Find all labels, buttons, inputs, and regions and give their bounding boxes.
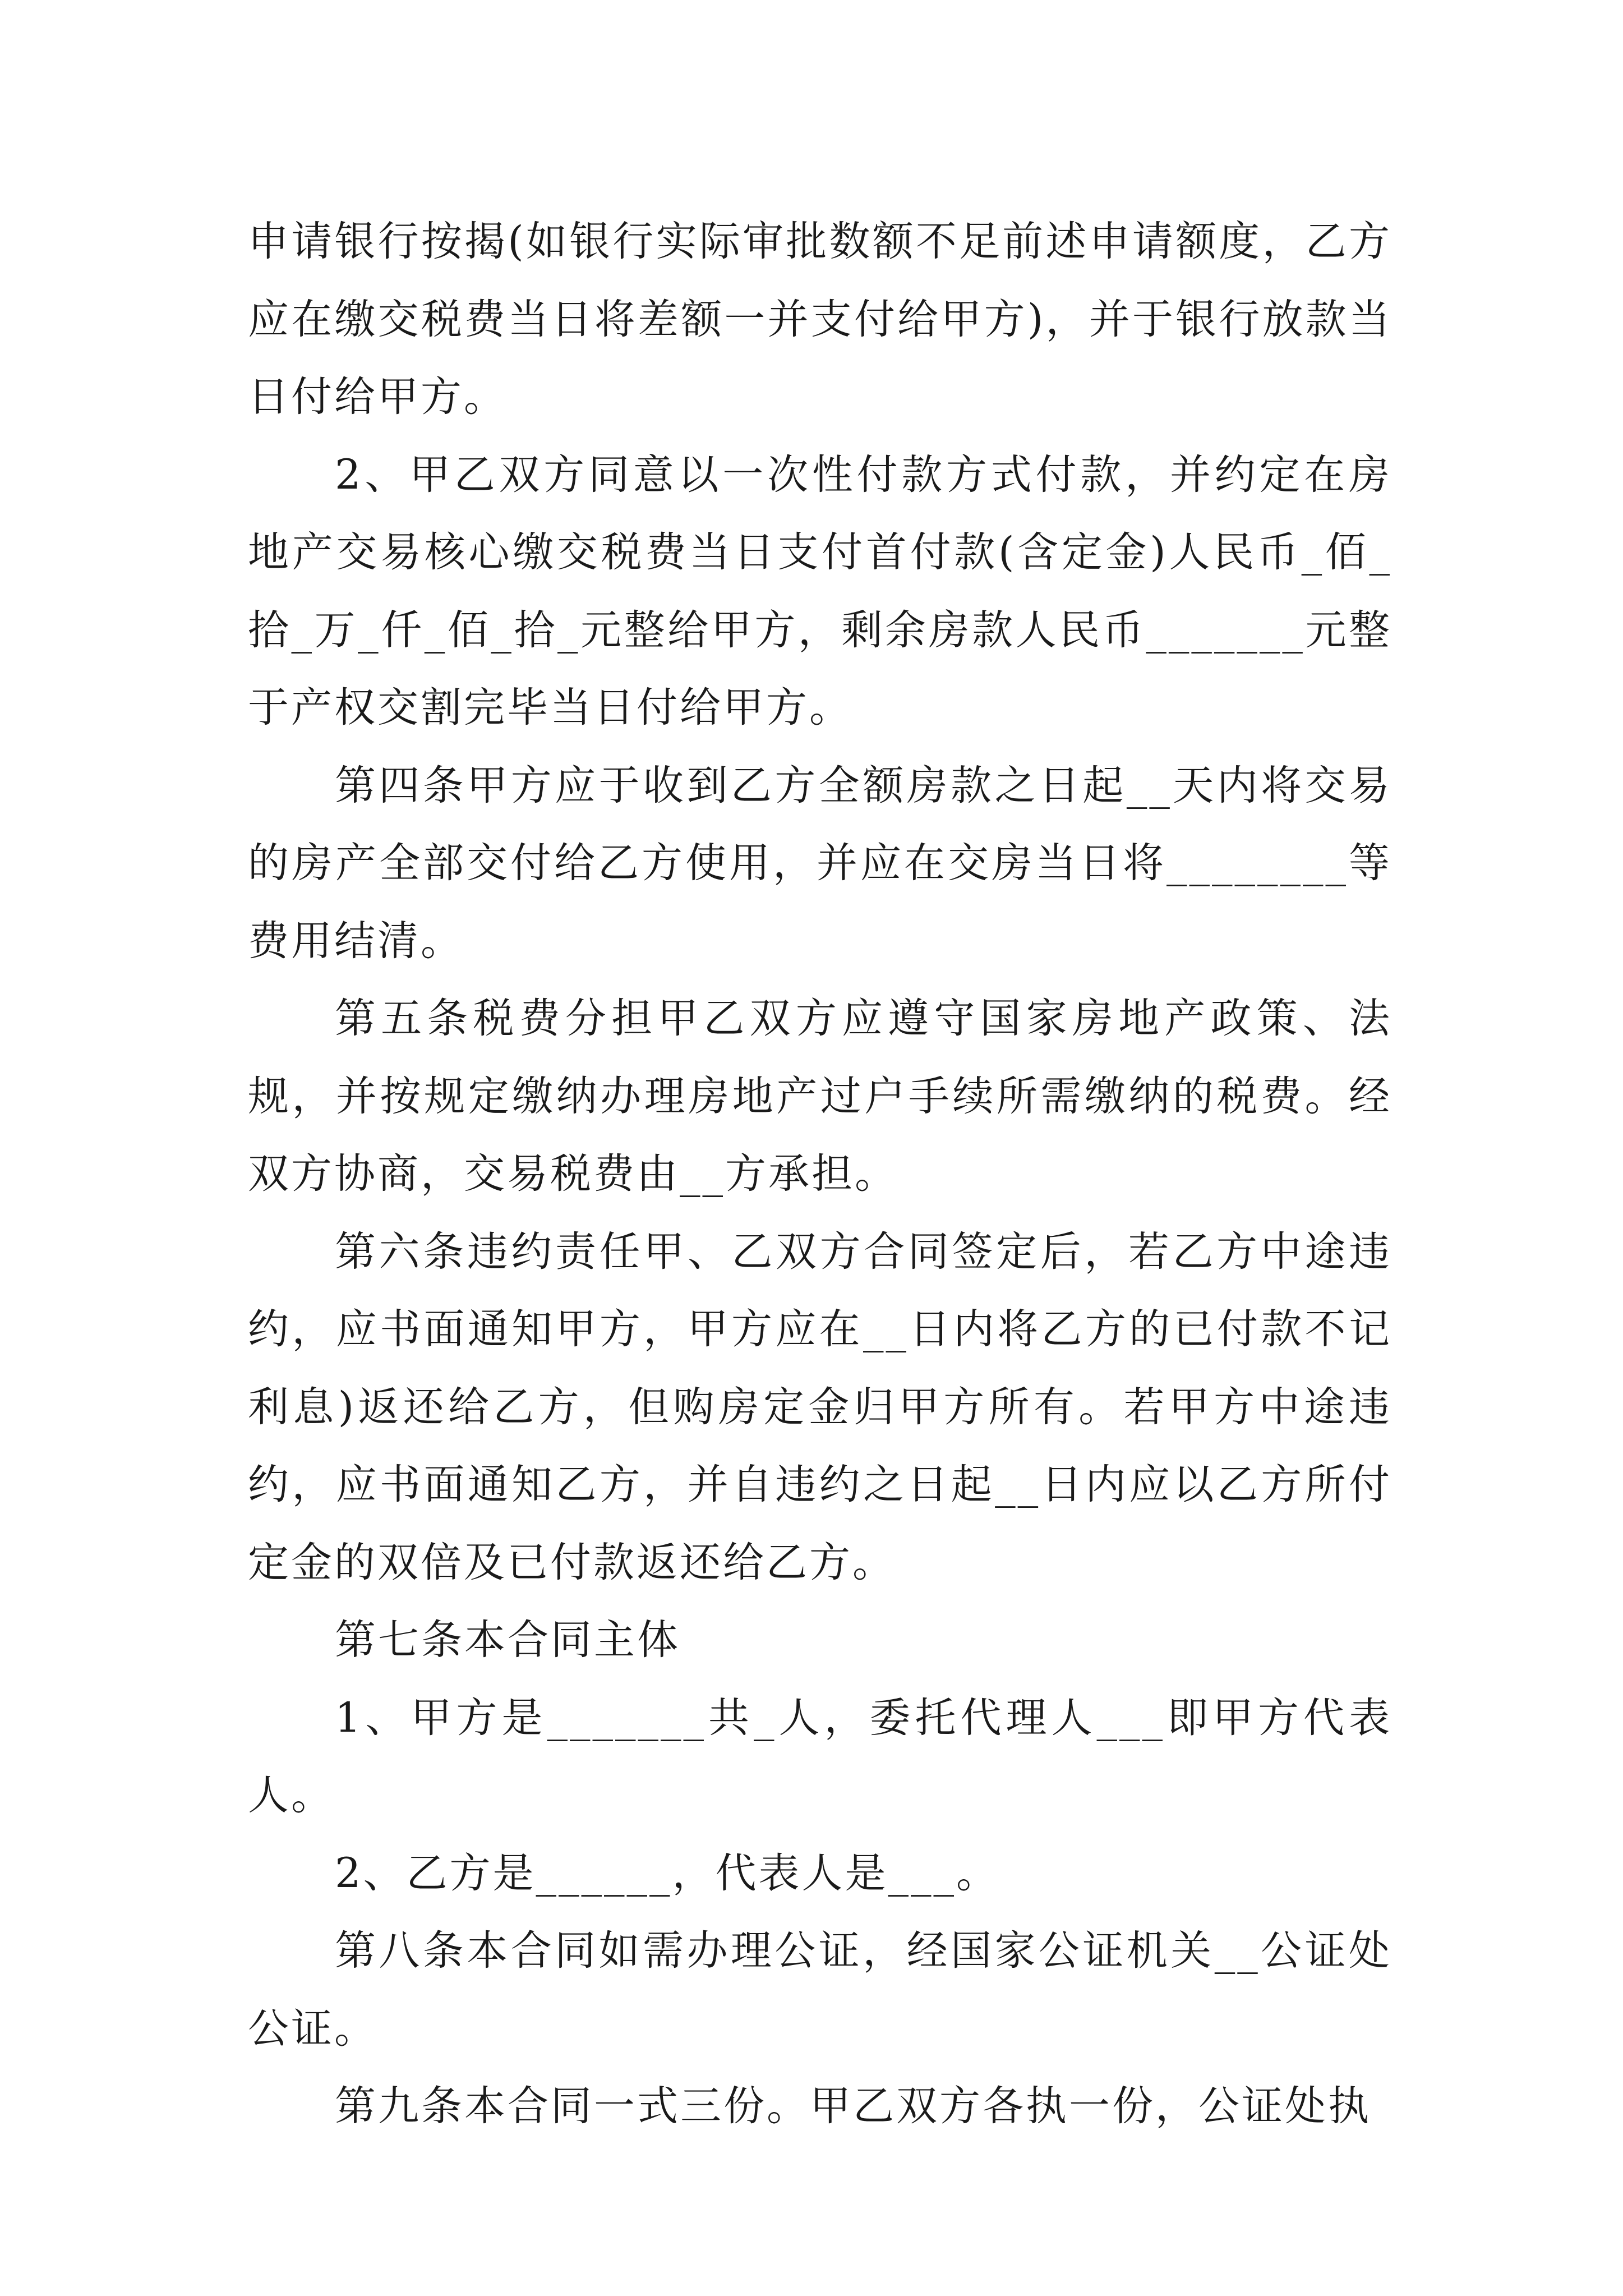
paragraph-article-6: 第六条违约责任甲、乙双方合同签定后，若乙方中途违约，应书面通知甲方，甲方应在__日内将乙方的已付款不记利息)返还给乙方，但购房定金归甲方所有。若甲方中途违约，应书面通知乙方，并自违约之日起__日内应以乙方所付定金的双倍及已付款返还给乙方。 [248,1227,1392,1586]
paragraph-article-8: 第八条本合同如需办理公证，经国家公证机关__公证处公证。 [248,1927,1392,2053]
paragraph-2: 2、甲乙双方同意以一次性付款方式付款，并约定在房地产交易核心缴交税费当日支付首付款(含定金)人民币_佰_拾_万_仟_佰_拾_元整给甲方，剩余房款人民币_______元整于产权交割完毕当日付给甲方。 [248,450,1392,731]
document-body [248,203,1392,2146]
paragraph-article-9: 第九条本合同一式三份。甲乙双方各执一份，公证处执 [335,2082,1371,2130]
paragraph-article-7-item-2: 2、乙方是______，代表人是___。 [335,1849,999,1897]
paragraph-article-7-item-1: 1、甲方是_______共_人，委托代理人___即甲方代表人。 [248,1694,1392,1819]
paragraph-article-5: 第五条税费分担甲乙双方应遵守国家房地产政策、法规，并按规定缴纳办理房地产过户手续所需缴纳的税费。经双方协商，交易税费由__方承担。 [248,995,1392,1198]
paragraph-article-7-heading: 第七条本合同主体 [335,1616,680,1664]
paragraph-1: 申请银行按揭(如银行实际审批数额不足前述申请额度，乙方应在缴交税费当日将差额一并支付给甲方)，并于银行放款当日付给甲方。 [248,218,1392,421]
paragraph-article-4: 第四条甲方应于收到乙方全额房款之日起__天内将交易的房产全部交付给乙方使用，并应在交房当日将________等费用结清。 [248,761,1392,965]
